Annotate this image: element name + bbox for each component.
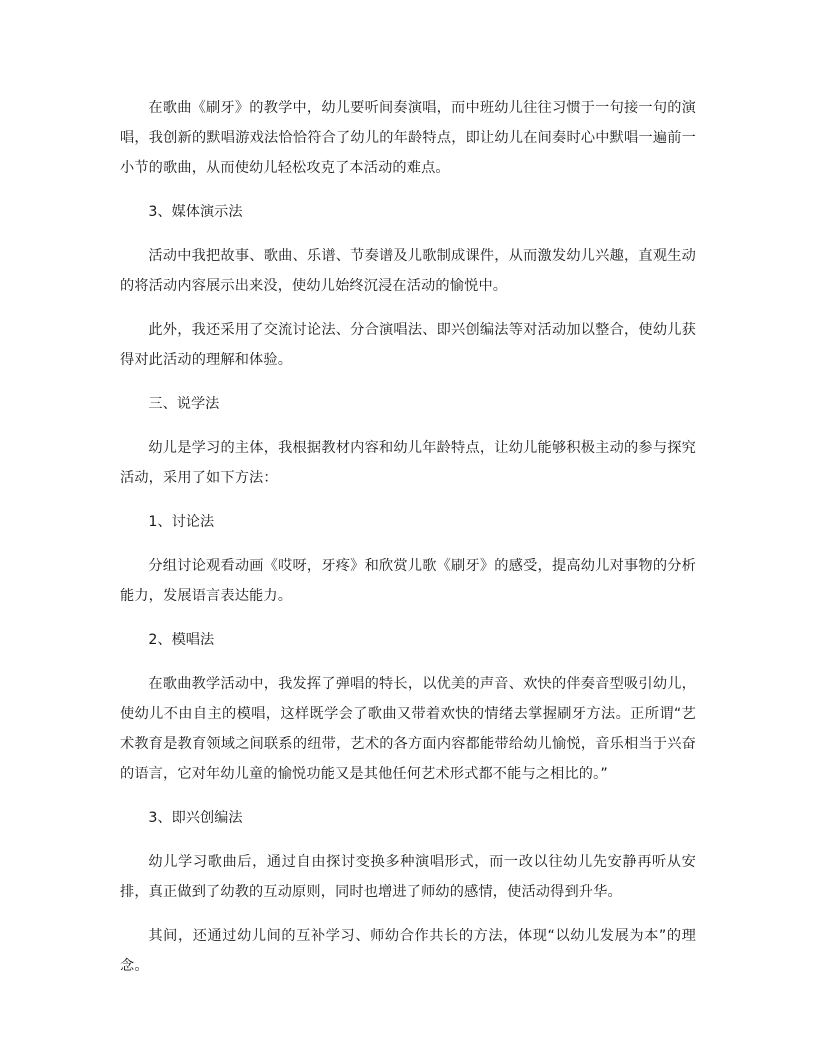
paragraph: 此外，我还采用了交流讨论法、分合演唱法、即兴创编法等对活动加以整合，使幼儿获得对此活动的理解和体验。 [120,322,696,368]
paragraph: 幼儿学习歌曲后，通过自由探讨变换多种演唱形式，而一改以往幼儿先安静再听从安排，真正做到了幼教的互动原则，同时也增进了师幼的感情，使活动得到升华。 [120,854,696,900]
paragraph: 其间，还通过幼儿间的互补学习、师幼合作共长的方法，体现“以幼儿发展为本”的理念。 [120,928,696,974]
document-body [120,93,696,981]
paragraph: 分组讨论观看动画《哎呀，牙疼》和欣赏儿歌《刷牙》的感受，提高幼儿对事物的分析能力，发展语言表达能力。 [120,558,696,604]
section-heading: 3、媒体演示法 [148,204,243,220]
section-heading: 3、即兴创编法 [148,810,243,826]
paragraph: 在歌曲教学活动中，我发挥了弹唱的特长，以优美的声音、欢快的伴奏音型吸引幼儿，使幼儿不由自主的模唱，这样既学会了歌曲又带着欢快的情绪去掌握刷牙方法。正所谓“艺术教育是教育领域之间联系的纽带，艺术的各方面内容都能带给幼儿愉悦，音乐相当于兴奋的语言，它对年幼儿童的愉悦功能又是其他任何艺术形式都不能与之相比的。” [120,676,696,782]
paragraph: 在歌曲《刷牙》的教学中，幼儿要听间奏演唱，而中班幼儿往往习惯于一句接一句的演唱，我创新的默唱游戏法恰恰符合了幼儿的年龄特点，即让幼儿在间奏时心中默唱一遍前一小节的歌曲，从而使幼儿轻松攻克了本活动的难点。 [120,100,696,176]
section-heading: 三、说学法 [148,396,220,412]
section-heading: 1、讨论法 [148,514,215,530]
section-heading: 2、模唱法 [148,632,215,648]
paragraph: 活动中我把故事、歌曲、乐谱、节奏谱及儿歌制成课件，从而激发幼儿兴趣，直观生动的将活动内容展示出来没，使幼儿始终沉浸在活动的愉悦中。 [120,248,696,294]
paragraph: 幼儿是学习的主体，我根据教材内容和幼儿年龄特点，让幼儿能够积极主动的参与探究活动，采用了如下方法： [120,440,696,486]
